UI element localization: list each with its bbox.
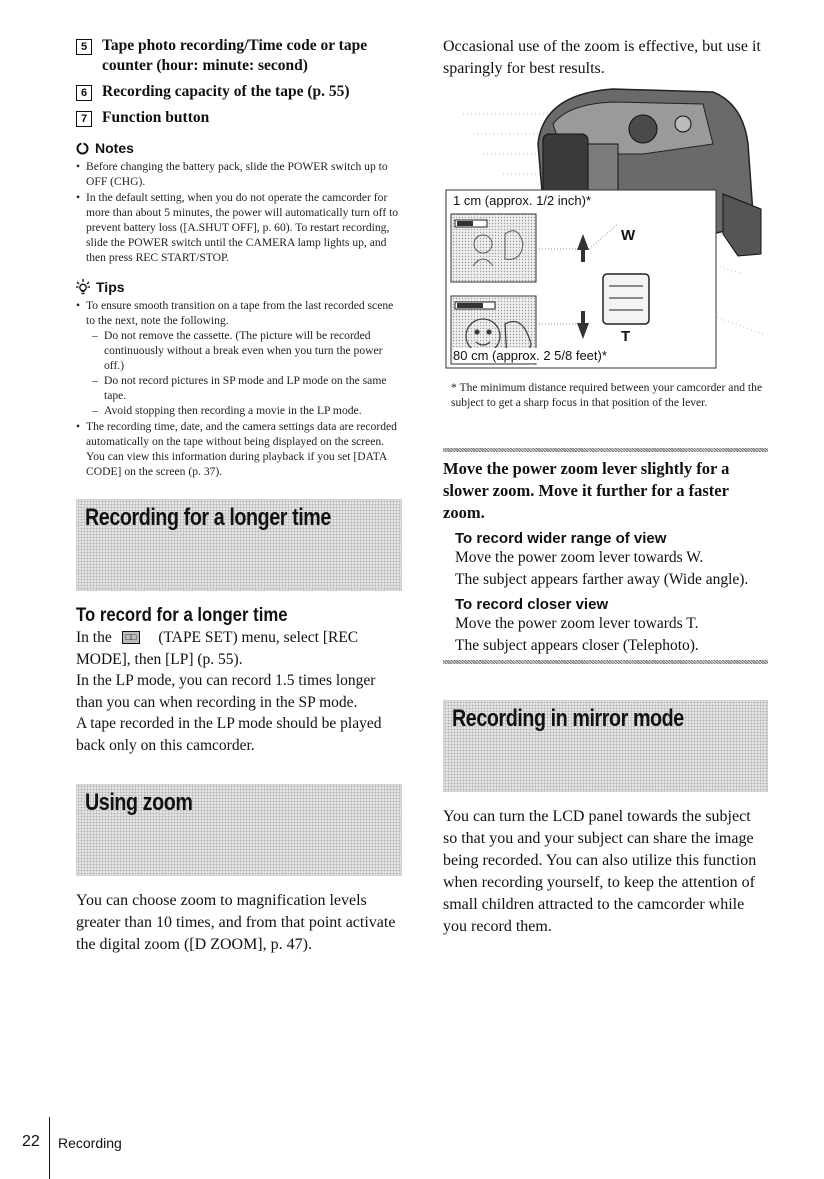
- wider-heading: To record wider range of view: [455, 530, 667, 547]
- longer-paragraph-2: In the LP mode, you can record 1.5 times longer than you can when recording in the SP mode.: [76, 672, 376, 711]
- banner-using-zoom: [76, 784, 402, 876]
- zoom-figure: [443, 84, 768, 374]
- notes-heading: [76, 140, 402, 156]
- camcorder-illustration: [443, 84, 768, 374]
- longer-heading: To record for a longer time: [76, 605, 288, 626]
- text-fragment: (TAPE SET) menu, select [REC MODE], then [LP] (p. 55).: [76, 629, 359, 668]
- tips-dash-item: – Do not record pictures in SP mode and LP mode on the same tape.: [86, 373, 402, 403]
- tips-dash-item: – Avoid stopping then recording a movie in the LP mode.: [86, 403, 402, 418]
- item-number: 5: [76, 39, 92, 55]
- closer-text-2: The subject appears closer (Telephoto).: [455, 636, 699, 654]
- item-text: Function button: [102, 109, 210, 126]
- banner-longer-time: [76, 499, 402, 591]
- banner-title: Recording for a longer time: [85, 504, 331, 531]
- longer-paragraph-1: [76, 627, 402, 670]
- figure-bottom-label: 80 cm (approx. 2 5/8 feet)*: [453, 348, 607, 363]
- text-fragment: In the: [76, 629, 112, 646]
- zoom-text: You can choose zoom to magnification levels greater than 10 times, and from that point activate the digital zoom ([D ZOOM], p. 47).: [76, 892, 396, 953]
- figure-top-label: 1 cm (approx. 1/2 inch)*: [453, 193, 592, 208]
- tips-heading: [76, 279, 402, 295]
- notes-bullet: • Before changing the battery pack, slide the POWER switch up to OFF (CHG).: [76, 159, 402, 189]
- divider: [443, 660, 768, 664]
- tips-list: [76, 298, 402, 479]
- tape-set-icon: □□: [122, 631, 141, 644]
- footnote: * The minimum distance required between your camcorder and the subject to get a sharp focus in that position of the lever.: [451, 381, 763, 409]
- tips-dash-item: – Do not remove the cassette. (The picture will be recorded continuously without a break even when you turn the power off.): [86, 328, 402, 373]
- zoom-intro: Occasional use of the zoom is effective, but use it sparingly for best results.: [443, 38, 761, 77]
- closer-text-1: Move the power zoom lever towards T.: [455, 615, 699, 632]
- longer-text: [76, 627, 402, 756]
- notes-bullet: • In the default setting, when you do not operate the camcorder for more than about 5 minutes, the power will automatically turn off to prevent battery loss ([A.SHUT OFF], p. 60). To restart recording, slide the POWER switch until the CAMERA lamp lights up, and then press REC START/STOP.: [76, 190, 402, 265]
- footer-section: Recording: [58, 1135, 122, 1151]
- divider: [443, 448, 768, 452]
- mirror-text: You can turn the LCD panel towards the subject so that you and your subject can share the image being recorded. You can also utilize this function when recording yourself, to keep the attention of small children attracted to the camcorder while you record them.: [443, 808, 757, 935]
- zoom-lever-heading: Move the power zoom lever slightly for a slower zoom. Move it further for a faster zoom.: [443, 459, 730, 522]
- banner-title: Using zoom: [85, 789, 193, 816]
- numbered-item-5: [76, 36, 402, 76]
- tips-bullet-text: To ensure smooth transition on a tape from the last recorded scene to the next, note the following.: [86, 299, 394, 327]
- item-number: 6: [76, 85, 92, 101]
- wider-text-2: The subject appears farther away (Wide angle).: [455, 570, 749, 588]
- tips-title: Tips: [96, 279, 125, 295]
- closer-heading: To record closer view: [455, 596, 609, 613]
- lightbulb-icon: [76, 279, 90, 295]
- tips-sublist: [86, 328, 402, 418]
- item-text: Recording capacity of the tape (p. 55): [102, 83, 350, 100]
- tips-bullet: • The recording time, date, and the camera settings data are recorded automatically on the tape without being displayed on the screen. You can view this information during playback if you set [DATA CODE] on the screen (p. 37).: [76, 419, 402, 479]
- item-number: 7: [76, 111, 92, 127]
- footer-divider: [49, 1117, 50, 1179]
- banner-mirror-mode: [443, 700, 768, 792]
- page-number: 22: [22, 1133, 40, 1150]
- longer-paragraph-3: A tape recorded in the LP mode should be played back only on this camcorder.: [76, 715, 382, 754]
- wide-label: W: [621, 227, 636, 244]
- notes-list: [76, 159, 402, 265]
- wider-text-1: Move the power zoom lever towards W.: [455, 549, 704, 566]
- right-column: [443, 36, 768, 938]
- numbered-item-7: [76, 108, 402, 128]
- left-column: [76, 36, 402, 956]
- numbered-item-6: [76, 82, 402, 102]
- banner-title: Recording in mirror mode: [452, 705, 684, 732]
- item-text: Tape photo recording/Time code or tape counter (hour: minute: second): [102, 37, 368, 74]
- tips-bullet: [76, 298, 402, 418]
- notes-icon: [76, 142, 89, 155]
- zoom-directions: [443, 530, 768, 656]
- notes-title: Notes: [95, 140, 134, 156]
- tele-label: T: [621, 328, 631, 345]
